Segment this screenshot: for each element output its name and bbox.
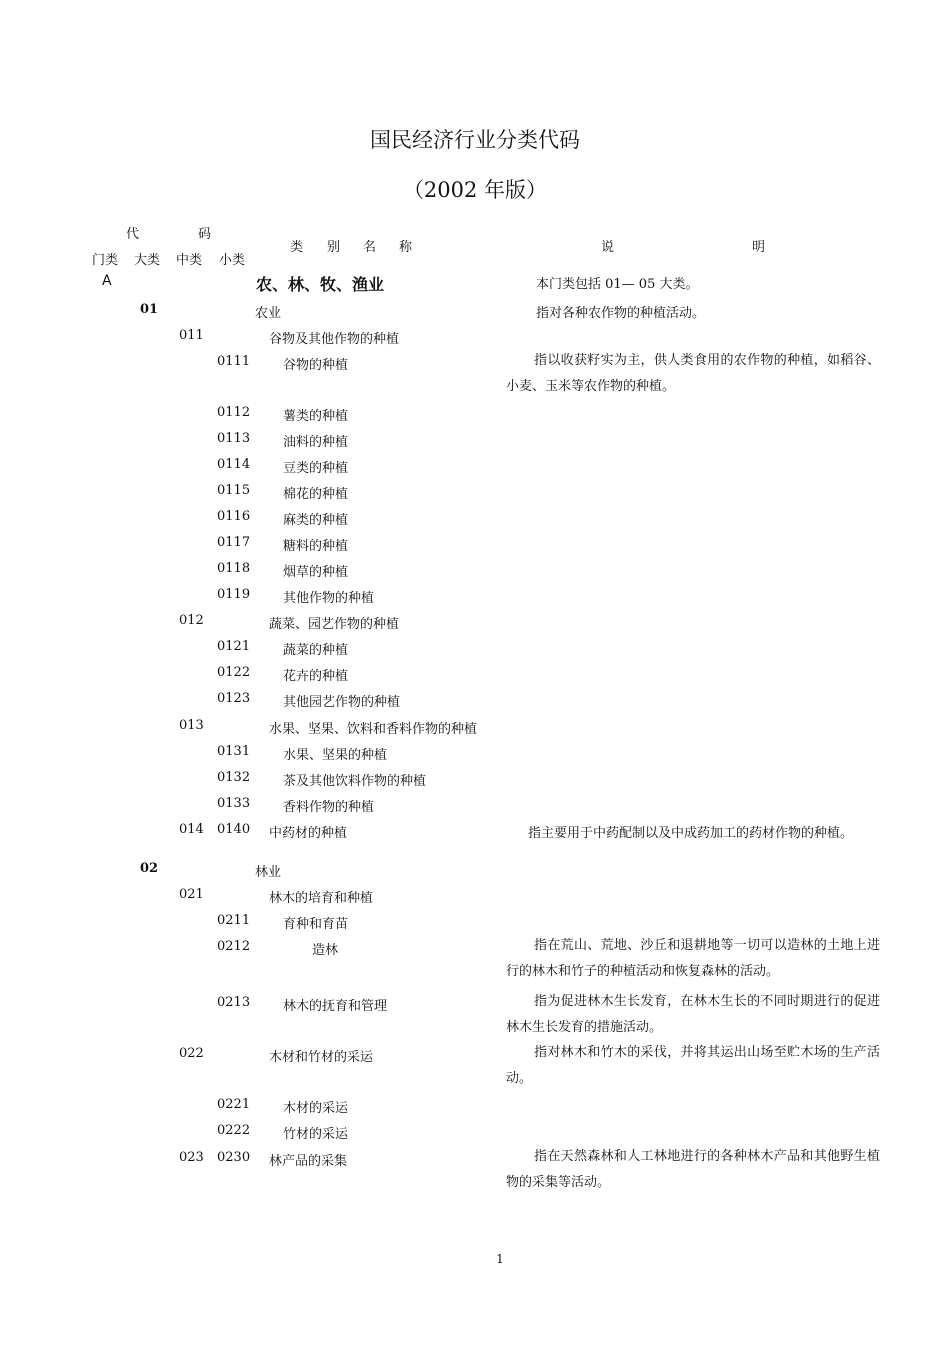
- header-menlei: 门类: [92, 253, 119, 268]
- header-name-char: 名: [363, 240, 377, 255]
- xiaolei-code: 0221: [217, 1097, 251, 1112]
- xiaolei-code: 0119: [217, 587, 251, 602]
- header-name-char: 称: [399, 240, 413, 255]
- category-description: 指在荒山、荒地、沙丘和退耕地等一切可以造林的土地上进行的林木和竹子的种植活动和恢复森林的活动。: [506, 938, 880, 979]
- xiaolei-code: 0230: [217, 1150, 251, 1165]
- dalei-code: 02: [140, 861, 159, 876]
- header-name-char: 别: [327, 240, 341, 255]
- xiaolei-code: 0213: [217, 995, 251, 1010]
- zhonglei-code: 013: [179, 718, 204, 733]
- menlei-code: A: [102, 273, 112, 289]
- xiaolei-code: 0113: [217, 431, 251, 446]
- category-name: 水果、坚果、饮料和香料作物的种植: [269, 722, 478, 737]
- category-name: 蔬菜的种植: [283, 643, 349, 658]
- dalei-code: 01: [140, 302, 159, 317]
- category-name: 农、林、牧、渔业: [256, 275, 385, 294]
- zhonglei-code: 022: [179, 1046, 204, 1061]
- xiaolei-code: 0111: [217, 354, 251, 369]
- header-code-ma: 码: [198, 227, 212, 242]
- category-name: 油料的种植: [283, 435, 349, 450]
- xiaolei-code: 0122: [217, 665, 251, 680]
- category-name: 造林: [312, 943, 339, 958]
- xiaolei-code: 0212: [217, 939, 251, 954]
- category-description: 本门类包括 01— 05 大类。: [536, 277, 699, 292]
- zhonglei-code: 021: [179, 887, 204, 902]
- category-name: 糖料的种植: [283, 539, 349, 554]
- category-name: 林业: [255, 865, 282, 880]
- category-name: 木材和竹材的采运: [269, 1050, 374, 1065]
- xiaolei-code: 0140: [217, 822, 251, 837]
- category-name: 农业: [255, 306, 282, 321]
- header-name-char: 类: [290, 240, 304, 255]
- category-name: 谷物及其他作物的种植: [269, 332, 400, 347]
- xiaolei-code: 0115: [217, 483, 251, 498]
- page-title: 国民经济行业分类代码: [370, 128, 580, 152]
- xiaolei-code: 0118: [217, 561, 251, 576]
- page-number: 1: [496, 1252, 504, 1266]
- category-name: 中药材的种植: [269, 826, 348, 841]
- category-name: 香料作物的种植: [283, 800, 375, 815]
- xiaolei-code: 0116: [217, 509, 251, 524]
- category-description: 指对各种农作物的种植活动。: [536, 306, 706, 321]
- category-name: 薯类的种植: [283, 409, 349, 424]
- zhonglei-code: 011: [179, 328, 204, 343]
- xiaolei-code: 0133: [217, 796, 251, 811]
- category-name: 麻类的种植: [283, 513, 349, 528]
- xiaolei-code: 0117: [217, 535, 251, 550]
- category-name: 棉花的种植: [283, 487, 349, 502]
- category-name: 花卉的种植: [283, 669, 349, 684]
- header-desc-char: 明: [752, 240, 766, 255]
- header-zhonglei: 中类: [176, 253, 203, 268]
- category-name: 育种和育苗: [283, 917, 349, 932]
- category-name: 其他园艺作物的种植: [283, 695, 401, 710]
- xiaolei-code: 0121: [217, 639, 251, 654]
- zhonglei-code: 023: [179, 1150, 204, 1165]
- category-name: 蔬菜、园艺作物的种植: [269, 617, 400, 632]
- category-description: 指对林木和竹木的采伐，并将其运出山场至贮木场的生产活动。: [506, 1045, 880, 1086]
- xiaolei-code: 0132: [217, 770, 251, 785]
- zhonglei-code: 012: [179, 613, 204, 628]
- category-name: 竹材的采运: [283, 1127, 349, 1142]
- category-name: 林木的抚育和管理: [283, 999, 388, 1014]
- category-description: 指为促进林木生长发育，在林木生长的不同时期进行的促进林木生长发育的措施活动。: [506, 994, 880, 1035]
- xiaolei-code: 0131: [217, 744, 251, 759]
- category-name: 茶及其他饮料作物的种植: [283, 774, 427, 789]
- category-name: 谷物的种植: [283, 358, 349, 373]
- header-code-dai: 代: [126, 227, 140, 242]
- xiaolei-code: 0112: [217, 405, 251, 420]
- page-subtitle: （2002 年版）: [402, 178, 548, 202]
- category-name: 林木的培育和种植: [269, 891, 374, 906]
- category-name: 木材的采运: [283, 1101, 349, 1116]
- xiaolei-code: 0123: [217, 691, 251, 706]
- xiaolei-code: 0114: [217, 457, 251, 472]
- xiaolei-code: 0222: [217, 1123, 251, 1138]
- category-name: 豆类的种植: [283, 461, 349, 476]
- header-dalei: 大类: [134, 253, 161, 268]
- xiaolei-code: 0211: [217, 913, 251, 928]
- category-name: 林产品的采集: [269, 1154, 348, 1169]
- zhonglei-code: 014: [179, 822, 204, 837]
- category-name: 烟草的种植: [283, 565, 349, 580]
- category-description: 指主要用于中药配制以及中成药加工的药材作物的种植。: [528, 826, 854, 841]
- category-description: 指在天然森林和人工林地进行的各种林木产品和其他野生植物的采集等活动。: [506, 1149, 880, 1190]
- category-name: 水果、坚果的种植: [283, 748, 388, 763]
- category-description: 指以收获籽实为主，供人类食用的农作物的种植，如稻谷、小麦、玉米等农作物的种植。: [506, 353, 880, 394]
- category-name: 其他作物的种植: [283, 591, 375, 606]
- header-desc-char: 说: [601, 240, 615, 255]
- header-xiaolei: 小类: [219, 253, 246, 268]
